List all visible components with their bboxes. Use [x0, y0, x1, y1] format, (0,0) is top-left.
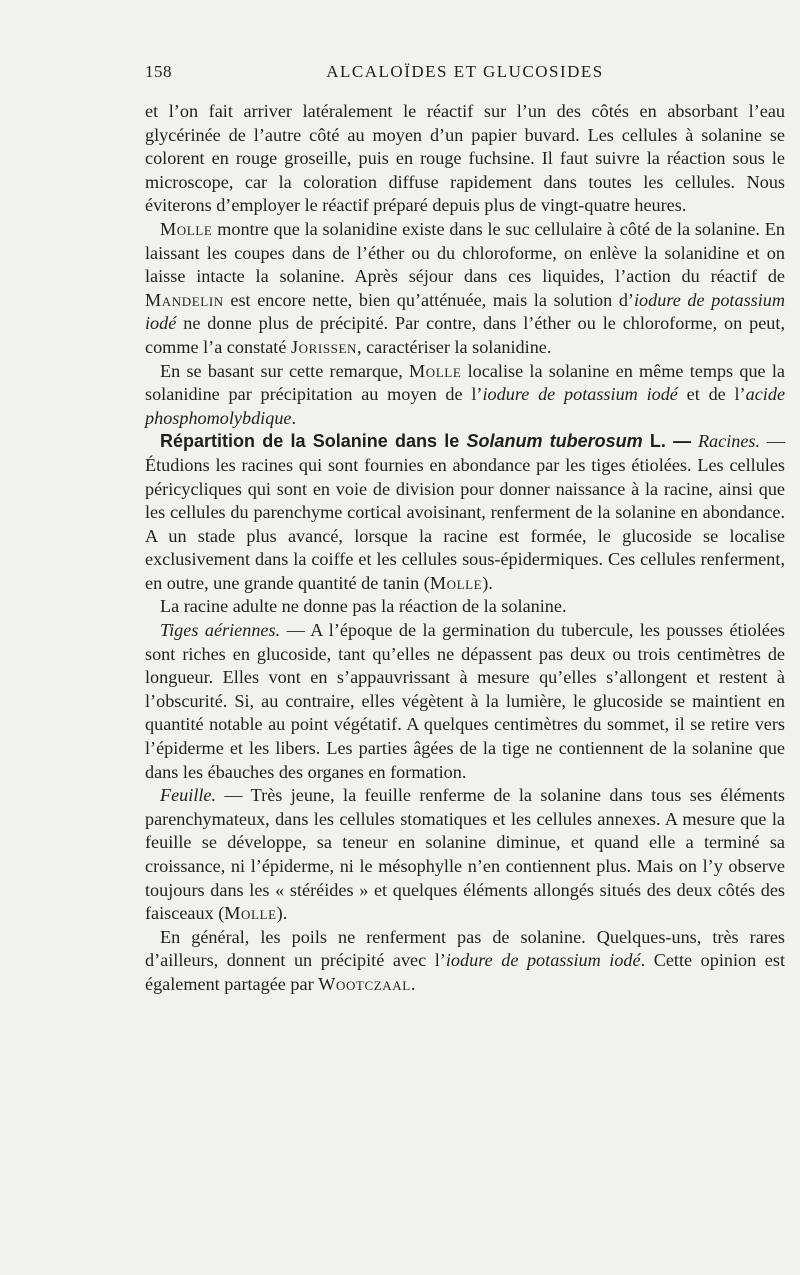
- author-name: Molle: [429, 572, 483, 593]
- section-heading: Répartition de la Solanine dans le: [160, 431, 467, 452]
- species-name: Solanum tuberosum: [466, 431, 643, 452]
- subsection-label: Feuille.: [160, 785, 217, 806]
- author-name: Mandelin: [145, 289, 224, 310]
- paragraph-7: Feuille. — Très jeune, la feuille renferme de la solanine dans tous ses éléments parenchymateux, dans les cellules stomatiques et les cellules annexes. A mesure que la feuille se développe, sa teneur en solanine diminue, et quand elle a terminé sa croissance, ni l’épiderme, ni le mésophylle n’en contiennent plus. Mais on l’y observe toujours dans les « stéréides » et quelques éléments allongés situés des deux côtés des faisceaux (Molle).: [145, 785, 785, 924]
- author-name: Molle: [160, 218, 213, 239]
- paragraph-5: La racine adulte ne donne pas la réaction de la solanine.: [160, 596, 567, 617]
- subsection-label: Racines.: [697, 431, 761, 452]
- body-text: [145, 100, 785, 997]
- author-name: Molle: [409, 360, 462, 381]
- paragraph-8: En général, les poils ne renferment pas de solanine. Quelques-uns, très rares d’ailleurs, donnent un précipité avec l’iodure de potassium iodé. Cette opinion est également partagée par Wootczaal.: [145, 926, 785, 994]
- running-title: ALCALOÏDES ET GLUCOSIDES: [326, 62, 604, 81]
- author-name: Molle: [224, 903, 277, 924]
- subsection-label: Tiges aériennes.: [160, 620, 281, 641]
- page-number: 158: [145, 62, 172, 81]
- paragraph-4: Répartition de la Solanine dans le Solanum tuberosum L. — Racines. — Étudions les racines qui sont fournies en abondance par les tiges étiolées. Les cellules péricycliques qui sont en voie de division pour donner naissance à la racine, ainsi que les cellules du parenchyme cortical avoisinant, renferment de la solanine en abondance. A un stade plus avancé, lorsque la racine est formée, le glucoside se localise exclusivement dans la coiffe et les cellules sous-épidermiques. Ces cellules renferment, en outre, une grande quantité de tanin (Molle).: [145, 431, 786, 593]
- paragraph-6: Tiges aériennes. — A l’époque de la germination du tubercule, les pousses étiolées sont riches en glucoside, tant qu’elles ne dépassent pas deux ou trois centimètres de longueur. Elles vont en s’appauvrissant à mesure qu’elles s’allongent et restent à l’obscurité. Si, au contraire, elles végètent à la lumière, le glucoside se maintient en quantité notable au point végétatif. A quelques centimètres du sommet, il se retire vers l’épiderme et les libers. Les parties âgées de la tige ne contiennent de la solanine que dans les ébauches des organes en formation.: [145, 620, 785, 782]
- author-name: Wootczaal: [318, 973, 411, 994]
- paragraph-1: et l’on fait arriver latéralement le réactif sur l’un des côtés en absorbant l’eau glycérinée de l’autre côté au moyen d’un papier buvard. Les cellules à solanine se colorent en rouge groseille, puis en rouge fuchsine. Il faut suivre la réaction sous le microscope, car la coloration diffuse rapidement dans toutes les cellules. Nous éviterons d’employer le réactif préparé depuis plus de vingt-quatre heures.: [145, 101, 785, 216]
- paragraph-2: Molle montre que la solanidine existe dans le suc cellulaire à côté de la solanine. En laissant les coupes dans de l’éther ou du chloroforme, on enlève la solanidine et on laisse intacte la solanine. Après séjour dans ces liquides, l’action du réactif de Mandelin est encore nette, bien qu’atténuée, mais la solution d’iodure de potassium iodé ne donne plus de précipité. Par contre, dans l’éther ou le chloroforme, on peut, comme l’a constaté Jorissen, caractériser la solanidine.: [145, 218, 786, 357]
- author-name: Jorissen: [290, 336, 358, 357]
- page-header: [145, 62, 785, 86]
- paragraph-3: En se basant sur cette remarque, Molle localise la solanine en même temps que la solanidine par précipitation au moyen de l’iodure de potassium iodé et de l’acide phosphomolybdique.: [145, 360, 786, 428]
